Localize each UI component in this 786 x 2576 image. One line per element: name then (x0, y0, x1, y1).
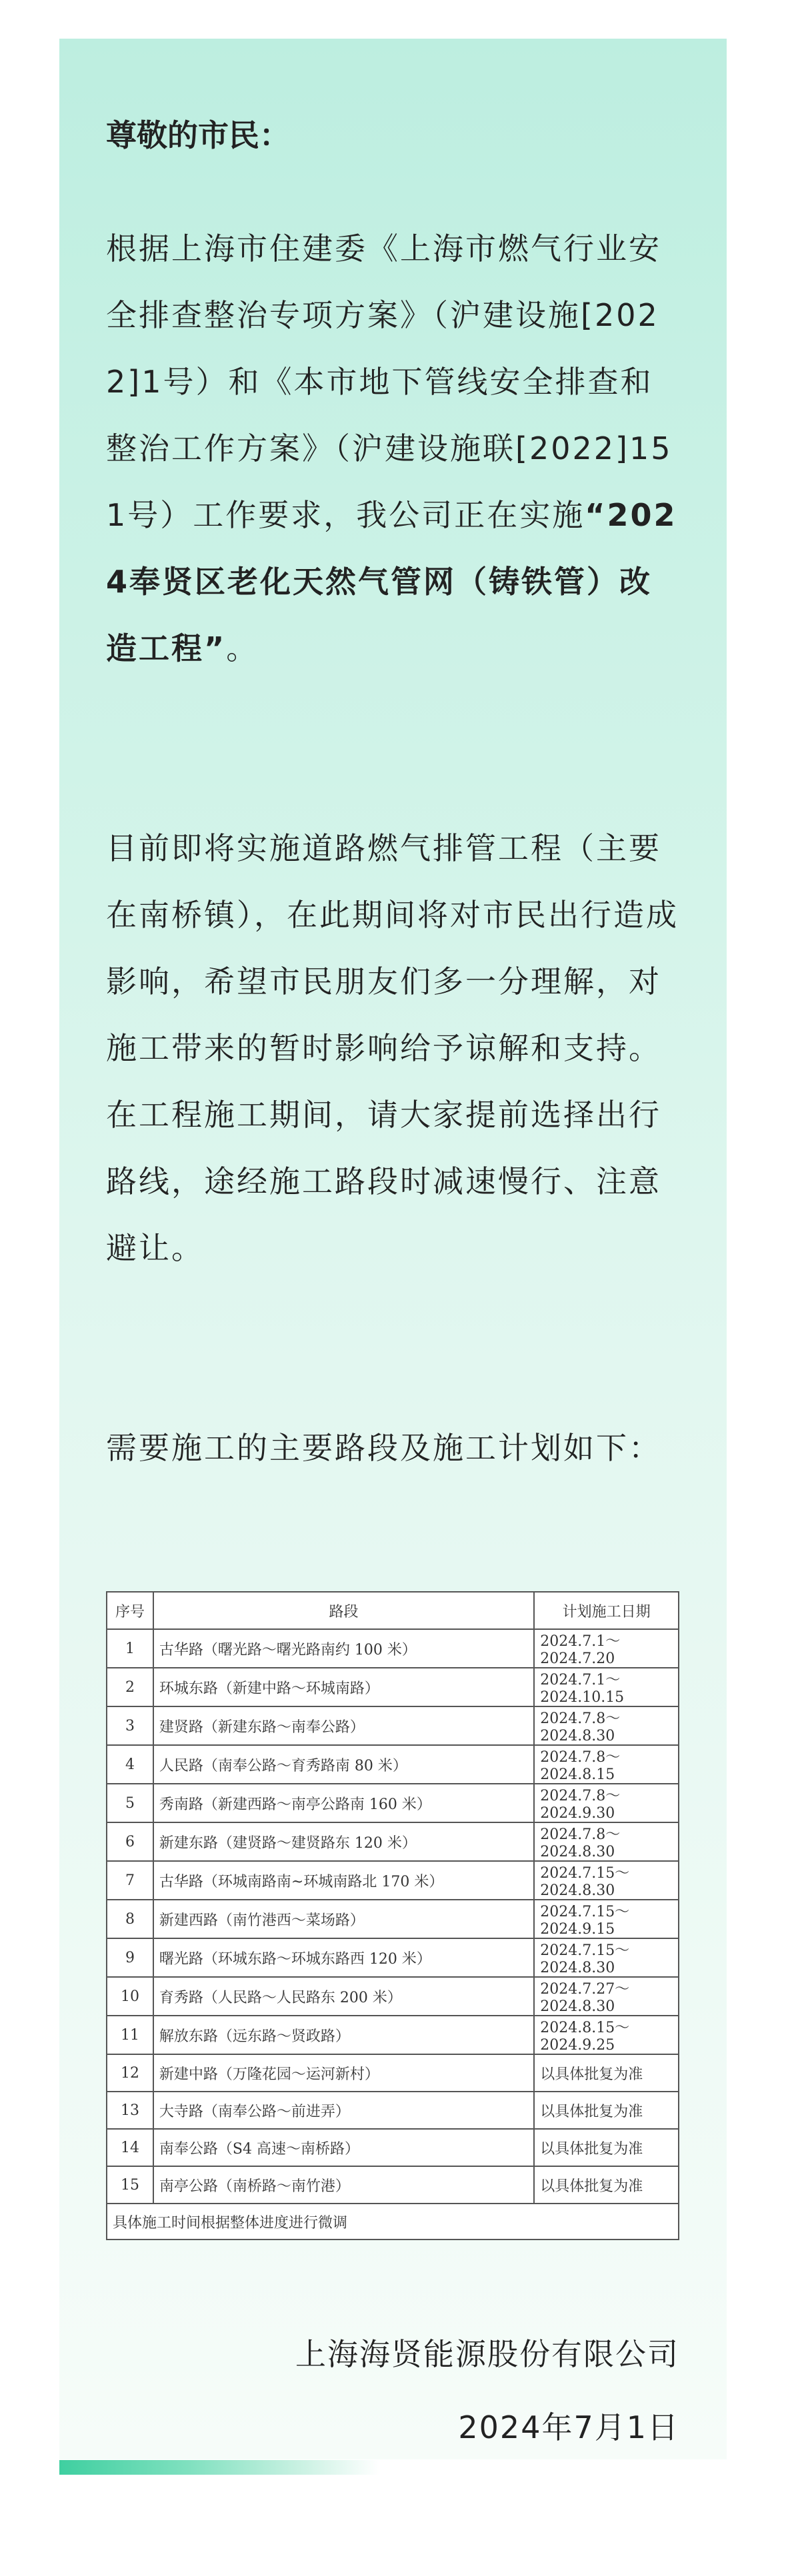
table-row (107, 2016, 679, 2054)
row-index: 13 (107, 2092, 153, 2129)
row-road-section: 育秀路（人民路～人民路东 200 米） (153, 1977, 534, 2016)
row-planned-date: 2024.7.8～2024.8.15 (534, 1745, 679, 1784)
row-road-section: 曙光路（环城东路～环城东路西 120 米） (153, 1938, 534, 1977)
table-body (107, 1629, 679, 2204)
row-road-section: 南亭公路（南桥路～南竹港） (153, 2166, 534, 2204)
row-index: 14 (107, 2129, 153, 2166)
row-road-section: 古华路（环城南路南~环城南路北 170 米） (153, 1861, 534, 1900)
table-row (107, 1745, 679, 1784)
paragraph-intro (106, 215, 679, 682)
row-road-section: 大寺路（南奉公路～前进弄） (153, 2092, 534, 2129)
row-index: 15 (107, 2166, 153, 2204)
row-index: 10 (107, 1977, 153, 2016)
header-road-section: 路段 (153, 1592, 534, 1629)
signature-date: 2024年7月1日 (458, 2409, 679, 2445)
table-header-row (107, 1592, 679, 1629)
project-name: “2024奉贤区老化天然气管网（铸铁管）改造工程” (106, 497, 677, 666)
row-road-section: 新建中路（万隆花园～运河新村） (153, 2054, 534, 2092)
table-row (107, 1822, 679, 1861)
table-row (107, 1861, 679, 1900)
accent-bar (59, 2460, 379, 2475)
table-row (107, 1629, 679, 1668)
table-row (107, 1784, 679, 1822)
row-planned-date: 以具体批复为准 (534, 2092, 679, 2129)
schedule-table-wrapper (106, 1591, 679, 2240)
row-planned-date: 2024.7.8～2024.8.30 (534, 1706, 679, 1745)
row-planned-date: 2024.7.15～2024.9.15 (534, 1900, 679, 1938)
table-row (107, 1938, 679, 1977)
row-road-section: 秀南路（新建西路～南亭公路南 160 米） (153, 1784, 534, 1822)
row-road-section: 古华路（曙光路～曙光路南约 100 米） (153, 1629, 534, 1668)
row-index: 5 (107, 1784, 153, 1822)
row-planned-date: 2024.7.1～2024.10.15 (534, 1668, 679, 1706)
table-row (107, 2166, 679, 2204)
paragraph-impact: 目前即将实施道路燃气排管工程（主要在南桥镇），在此期间将对市民出行造成影响，希望市民朋友们多一分理解，对施工带来的暂时影响给予谅解和支持。在工程施工期间，请大家提前选择出行路线，途经施工路段时减速慢行、注意避让。 (106, 830, 679, 1266)
notice-card (59, 39, 727, 2459)
row-index: 7 (107, 1861, 153, 1900)
row-index: 3 (107, 1706, 153, 1745)
table-row (107, 1977, 679, 2016)
table-row (107, 2092, 679, 2129)
row-index: 6 (107, 1822, 153, 1861)
row-index: 8 (107, 1900, 153, 1938)
row-planned-date: 以具体批复为准 (534, 2166, 679, 2204)
row-planned-date: 2024.7.15～2024.8.30 (534, 1861, 679, 1900)
table-footnote: 具体施工时间根据整体进度进行微调 (107, 2204, 679, 2240)
table-footnote-row (107, 2204, 679, 2240)
table-row (107, 1706, 679, 1745)
row-road-section: 建贤路（新建东路～南奉公路） (153, 1706, 534, 1745)
header-planned-date: 计划施工日期 (534, 1592, 679, 1629)
row-index: 11 (107, 2016, 153, 2054)
row-road-section: 新建西路（南竹港西～菜场路） (153, 1900, 534, 1938)
table-row (107, 2129, 679, 2166)
row-index: 4 (107, 1745, 153, 1784)
table-row (107, 1668, 679, 1706)
row-road-section: 环城东路（新建中路～环城南路） (153, 1668, 534, 1706)
paragraph-schedule-intro: 需要施工的主要路段及施工计划如下： (106, 1430, 661, 1466)
table-row (107, 2054, 679, 2092)
salutation: 尊敬的市民： (106, 117, 290, 153)
row-index: 2 (107, 1668, 153, 1706)
row-planned-date: 2024.7.27～2024.8.30 (534, 1977, 679, 2016)
row-planned-date: 2024.7.15～2024.8.30 (534, 1938, 679, 1977)
row-planned-date: 以具体批复为准 (534, 2129, 679, 2166)
row-planned-date: 以具体批复为准 (534, 2054, 679, 2092)
row-road-section: 解放东路（远东路～贤政路） (153, 2016, 534, 2054)
row-road-section: 南奉公路（S4 高速～南桥路） (153, 2129, 534, 2166)
row-planned-date: 2024.7.1～2024.7.20 (534, 1629, 679, 1668)
row-planned-date: 2024.7.8～2024.8.30 (534, 1822, 679, 1861)
row-planned-date: 2024.8.15～2024.9.25 (534, 2016, 679, 2054)
intro-end: 。 (226, 630, 259, 666)
table-row (107, 1900, 679, 1938)
row-index: 1 (107, 1629, 153, 1668)
schedule-table (106, 1591, 679, 2240)
company-signature: 上海海贤能源股份有限公司 (295, 2336, 679, 2372)
row-planned-date: 2024.7.8～2024.9.30 (534, 1784, 679, 1822)
header-index: 序号 (107, 1592, 153, 1629)
intro-text: 根据上海市住建委《上海市燃气行业安全排查整治专项方案》（沪建设施[2022]1号）和《本市地下管线安全排查和整治工作方案》（沪建设施联[2022]151号）工作要求，我公司正在实施 (106, 231, 673, 533)
row-index: 9 (107, 1938, 153, 1977)
row-road-section: 人民路（南奉公路～育秀路南 80 米） (153, 1745, 534, 1784)
row-road-section: 新建东路（建贤路～建贤路东 120 米） (153, 1822, 534, 1861)
row-index: 12 (107, 2054, 153, 2092)
